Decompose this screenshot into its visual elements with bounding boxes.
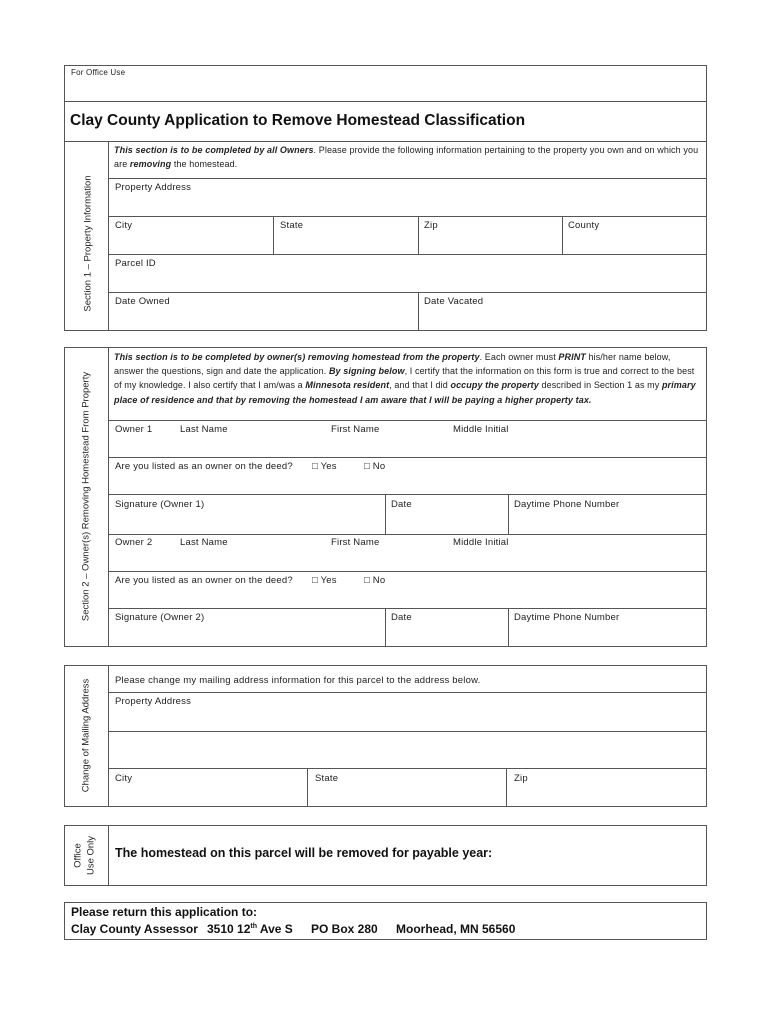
mailing-property-address-label: Property Address bbox=[115, 696, 192, 707]
section1-side-label: Section 1 – Property Information bbox=[82, 175, 94, 312]
owner2-middle-initial-label: Middle Initial bbox=[453, 537, 509, 548]
owner1-last-name-label: Last Name bbox=[180, 424, 228, 435]
section2-side-label: Section 2 – Owner(s) Removing Homestead From Property bbox=[80, 371, 92, 622]
section2-intro: This section is to be completed by owner(s) removing homestead from the property. Each owner must PRINT his/her name below, answer the questions, sign and date the application. By signing below, I certify that the information on this form is true and correct to the best of my knowledge. I also certify that I am/was a Minnesota resident, and that I did occupy the property described in Section 1 as my primary place of residence and that by removing the homestead I am aware that I will be paying a higher property tax. bbox=[114, 352, 696, 405]
office-use-label: For Office Use bbox=[71, 68, 126, 77]
return-line1: Please return this application to: bbox=[71, 905, 258, 919]
owner1-no-checkbox[interactable]: □ No bbox=[364, 461, 386, 472]
section1-intro: This section is to be completed by all Owners. Please provide the following information pertaining to the property you own and on which you are removing the homestead. bbox=[114, 145, 699, 170]
owner1-deed-question: Are you listed as an owner on the deed? bbox=[115, 461, 293, 472]
owner2-phone-label: Daytime Phone Number bbox=[514, 612, 620, 623]
return-pobox: PO Box 280 bbox=[311, 922, 378, 936]
payable-year-statement: The homestead on this parcel will be removed for payable year: bbox=[115, 846, 493, 860]
signature-owner2-label: Signature (Owner 2) bbox=[115, 612, 205, 623]
property-address-field[interactable] bbox=[109, 196, 706, 216]
section3-side-label: Change of Mailing Address bbox=[80, 678, 92, 793]
signature-owner1-label: Signature (Owner 1) bbox=[115, 499, 205, 510]
owner2-deed-question: Are you listed as an owner on the deed? bbox=[115, 575, 293, 586]
mailing-zip-label: Zip bbox=[514, 773, 528, 784]
return-city: Moorhead, MN 56560 bbox=[396, 922, 516, 936]
return-org: Clay County Assessor bbox=[71, 922, 198, 936]
owner2-first-name-label: First Name bbox=[331, 537, 380, 548]
header-box bbox=[64, 65, 707, 142]
mailing-city-label: City bbox=[115, 773, 133, 784]
owner2-date-label: Date bbox=[391, 612, 412, 623]
office-use-only-label-2: Use Only bbox=[85, 835, 97, 876]
owner2-last-name-label: Last Name bbox=[180, 537, 228, 548]
date-vacated-label: Date Vacated bbox=[424, 296, 484, 307]
parcel-id-label: Parcel ID bbox=[115, 258, 156, 269]
owner1-date-label: Date bbox=[391, 499, 412, 510]
zip-label: Zip bbox=[424, 220, 438, 231]
state-label: State bbox=[280, 220, 304, 231]
city-label: City bbox=[115, 220, 133, 231]
county-label: County bbox=[568, 220, 600, 231]
return-street: 3510 12th Ave S bbox=[207, 922, 293, 936]
owner2-yes-checkbox[interactable]: □ Yes bbox=[312, 575, 337, 586]
mailing-change-note: Please change my mailing address information for this parcel to the address below. bbox=[115, 675, 481, 686]
office-use-only-label-1: Office bbox=[72, 843, 84, 868]
owner1-middle-initial-label: Middle Initial bbox=[453, 424, 509, 435]
owner1-label: Owner 1 bbox=[115, 424, 153, 435]
date-owned-label: Date Owned bbox=[115, 296, 170, 307]
owner1-yes-checkbox[interactable]: □ Yes bbox=[312, 461, 337, 472]
mailing-state-label: State bbox=[315, 773, 339, 784]
form-title: Clay County Application to Remove Homestead Classification bbox=[70, 112, 526, 129]
owner1-phone-label: Daytime Phone Number bbox=[514, 499, 620, 510]
parcel-id-field[interactable] bbox=[109, 272, 706, 290]
property-address-label: Property Address bbox=[115, 182, 192, 193]
owner1-first-name-label: First Name bbox=[331, 424, 380, 435]
mailing-address-line2-field[interactable] bbox=[109, 732, 706, 768]
owner2-label: Owner 2 bbox=[115, 537, 153, 548]
owner2-no-checkbox[interactable]: □ No bbox=[364, 575, 386, 586]
